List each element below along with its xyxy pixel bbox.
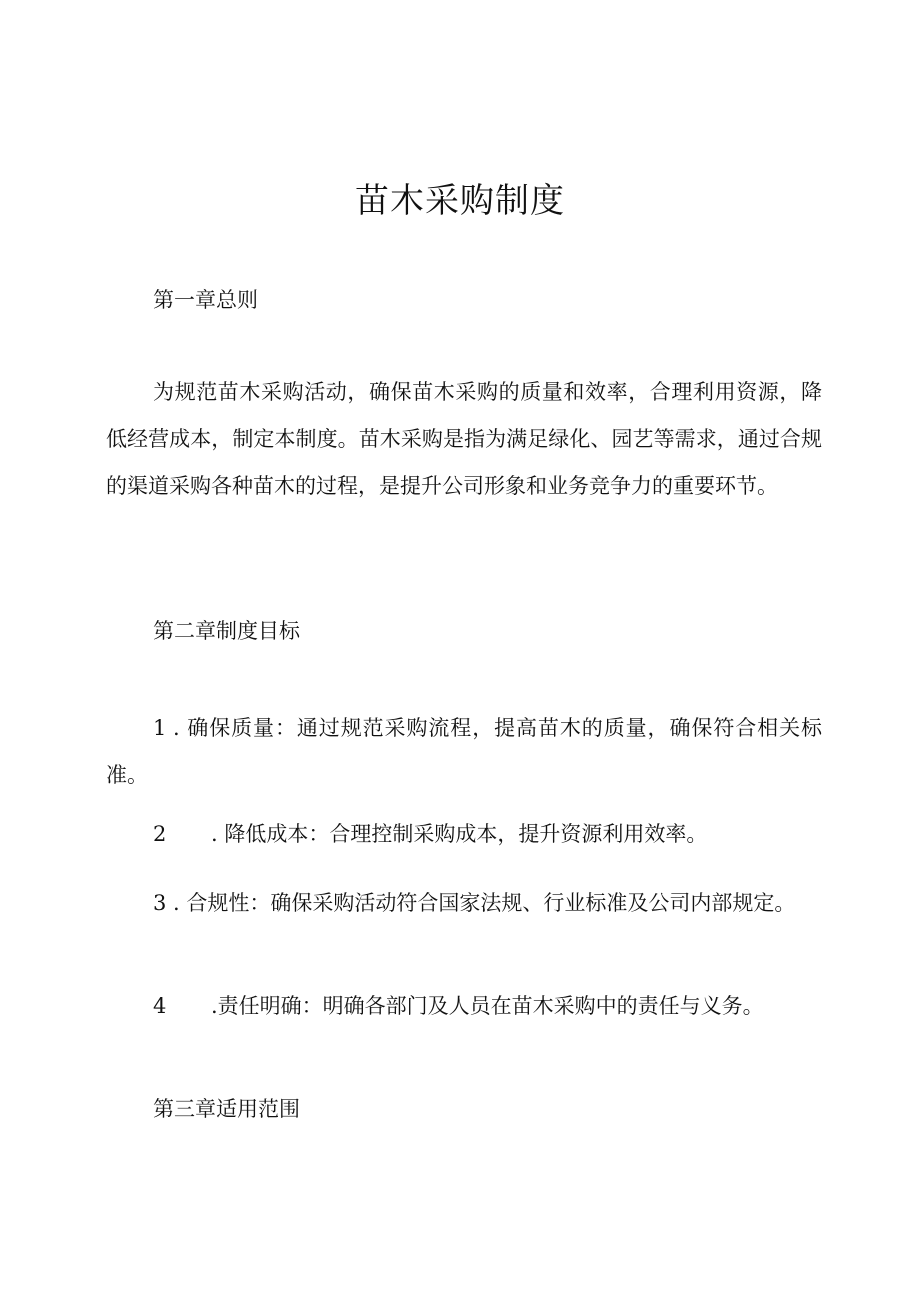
goal-item-1 — [106, 705, 822, 799]
goal-number: 4 — [153, 994, 167, 1018]
goal-text: . 合规性：确保采购活动符合国家法规、行业标准及公司内部规定。 — [173, 891, 796, 915]
goal-item-3 — [106, 880, 822, 927]
document-title: 苗木采购制度 — [355, 181, 565, 221]
chapter-heading-2: 第二章制度目标 — [153, 619, 300, 643]
chapter-heading-1: 第一章总则 — [153, 288, 258, 312]
goal-text: . 确保质量：通过规范采购流程，提高苗木的质量，确保符合相关标准。 — [106, 716, 822, 787]
chapter-1-paragraph: 为规范苗木采购活动，确保苗木采购的质量和效率，合理利用资源，降低经营成本，制定本制度。苗木采购是指为满足绿化、园艺等需求，通过合规的渠道采购各种苗木的过程，是提升公司形象和业务竞争力的重要环节。 — [106, 380, 822, 498]
goal-item-4 — [106, 983, 822, 1030]
goal-number: 3 — [153, 891, 167, 915]
goal-number: 1 — [153, 716, 167, 740]
goal-number: 2 — [153, 822, 167, 846]
goal-item-2 — [106, 811, 822, 858]
chapter-heading-3: 第三章适用范围 — [153, 1097, 300, 1121]
goal-text: . 降低成本：合理控制采购成本，提升资源利用效率。 — [211, 822, 708, 846]
goal-text: .责任明确：明确各部门及人员在苗木采购中的责任与义务。 — [211, 994, 764, 1018]
